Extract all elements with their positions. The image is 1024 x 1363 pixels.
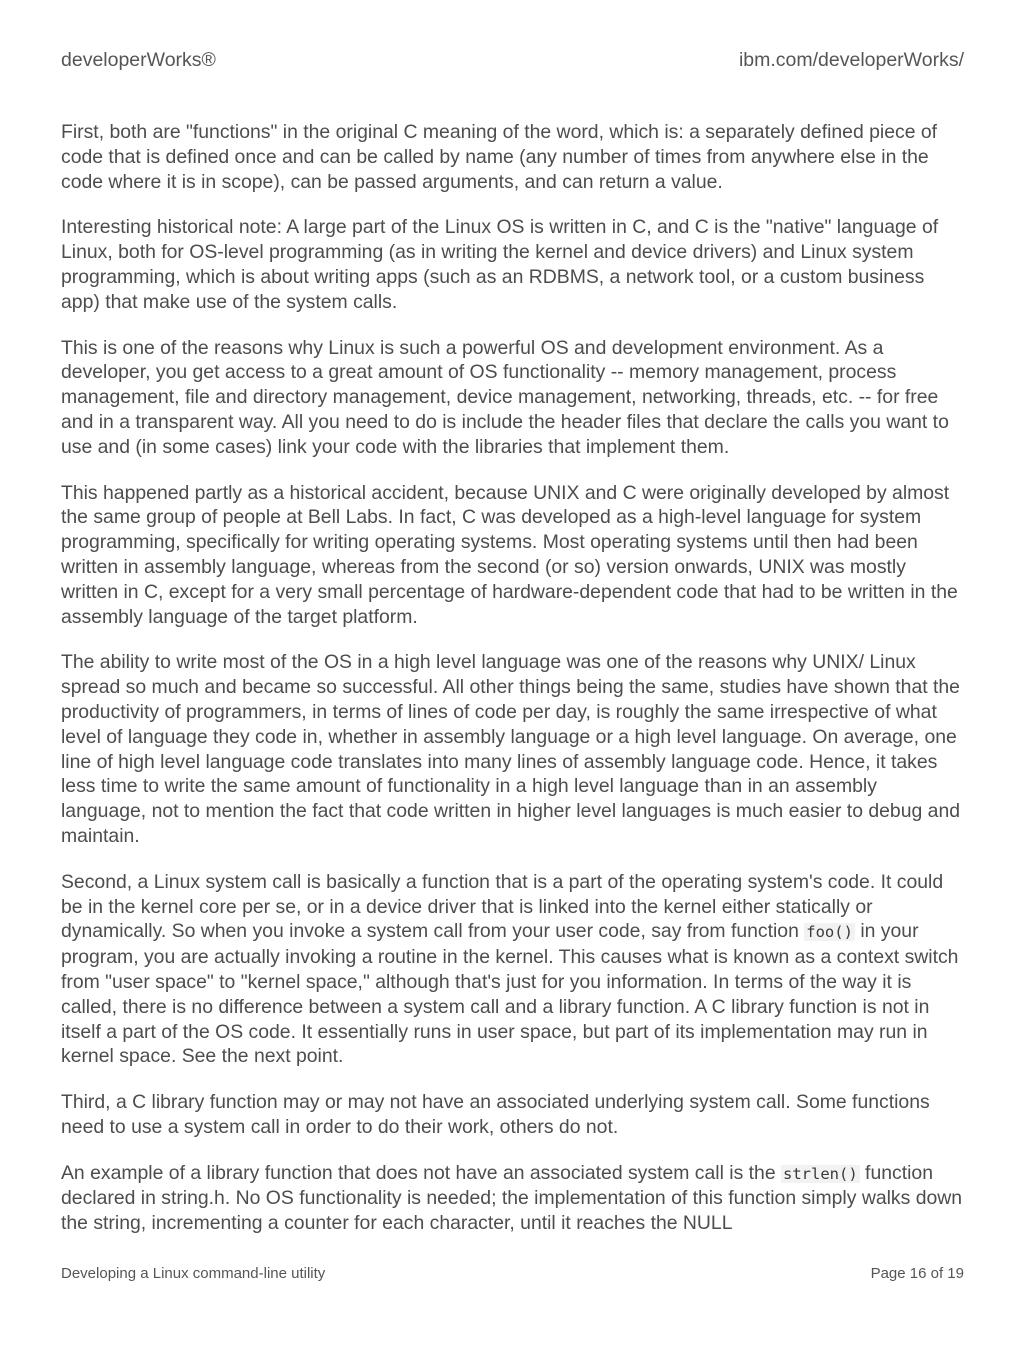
header-url: ibm.com/developerWorks/ <box>738 48 964 71</box>
paragraph-6-text-a: Second, a Linux system call is basically a function that is a part of the operating system's code. It could be in the kernel core per se, or in a device driver that is linked into the kernel either statically or dynamically. So when you invoke a system call from your user code, say from function <box>61 870 944 943</box>
paragraph-6-text-b: in your program, you are actually invoking a routine in the kernel. This causes what is known as a context switch from "user space" to "kernel space," although that's just for you information. In terms of the way it is called, there is no difference between a system call and a library function. A C library function is not in itself a part of the OS code. It essentially runs in user space, but part of its implementation may run in kernel space. See the next point. <box>61 920 959 1068</box>
page-footer <box>61 1262 964 1284</box>
page-header <box>61 46 964 74</box>
paragraph-4: This happened partly as a historical accident, because UNIX and C were originally developed by almost the same group of people at Bell Labs. In fact, C was developed as a high-level language for system programming, specifically for writing operating systems. Most operating systems until then had been written in assembly language, whereas from the second (or so) version onwards, UNIX was mostly written in C, except for a very small percentage of hardware-dependent code that had to be written in the assembly language of the target platform. <box>61 481 958 628</box>
paragraph-6 <box>61 870 966 1069</box>
page-number: Page 16 of 19 <box>870 1264 964 1282</box>
paragraph-7: Third, a C library function may or may not have an associated underlying system call. Some functions need to use a system call in order to do their work, others do not. <box>61 1091 930 1138</box>
paragraph-3: This is one of the reasons why Linux is such a powerful OS and development environment. As a developer, you get access to a great amount of OS functionality -- memory management, process management, file and directory management, device management, networking, threads, etc. -- for free and in a transparent way. All you need to do is include the header files that declare the calls you want to use and (in some cases) link your code with the libraries that implement them. <box>61 336 949 458</box>
code-strlen: strlen() <box>783 1164 858 1183</box>
article-body <box>61 120 966 1257</box>
paragraph-5: The ability to write most of the OS in a high level language was one of the reasons why UNIX/ Linux spread so much and became so successful. All other things being the same, studies have shown that the productivity of programmers, in terms of lines of code per day, is roughly the same irrespective of what level of language they code in, whether in assembly language or a high level language. On average, one line of high level language code translates into many lines of assembly language code. Hence, it takes less time to write the same amount of functionality in a high level language than in an assembly language, not to mention the fact that code written in higher level languages is much easier to debug and maintain. <box>61 651 961 847</box>
paragraph-8 <box>61 1161 966 1236</box>
code-foo: foo() <box>806 923 853 942</box>
paragraph-8-text-b: function declared in string.h. No OS functionality is needed; the implementation of this function simply walks down the string, incrementing a counter for each character, until it reaches the NULL <box>61 1161 963 1235</box>
paragraph-2: Interesting historical note: A large part of the Linux OS is written in C, and C is the "native" language of Linux, both for OS-level programming (as in writing the kernel and device drivers) and Linux system programming, which is about writing apps (such as an RDBMS, a network tool, or a custom business app) that make use of the system calls. <box>61 216 939 313</box>
paragraph-1: First, both are "functions" in the original C meaning of the word, which is: a separately defined piece of code that is defined once and can be called by name (any number of times from anywhere else in the code where it is in scope), can be passed arguments, and can return a value. <box>61 121 938 193</box>
footer-title: Developing a Linux command-line utility <box>61 1264 326 1282</box>
paragraph-8-text-a: An example of a library function that does not have an associated system call is the <box>61 1161 782 1184</box>
header-brand: developerWorks® <box>61 48 216 71</box>
